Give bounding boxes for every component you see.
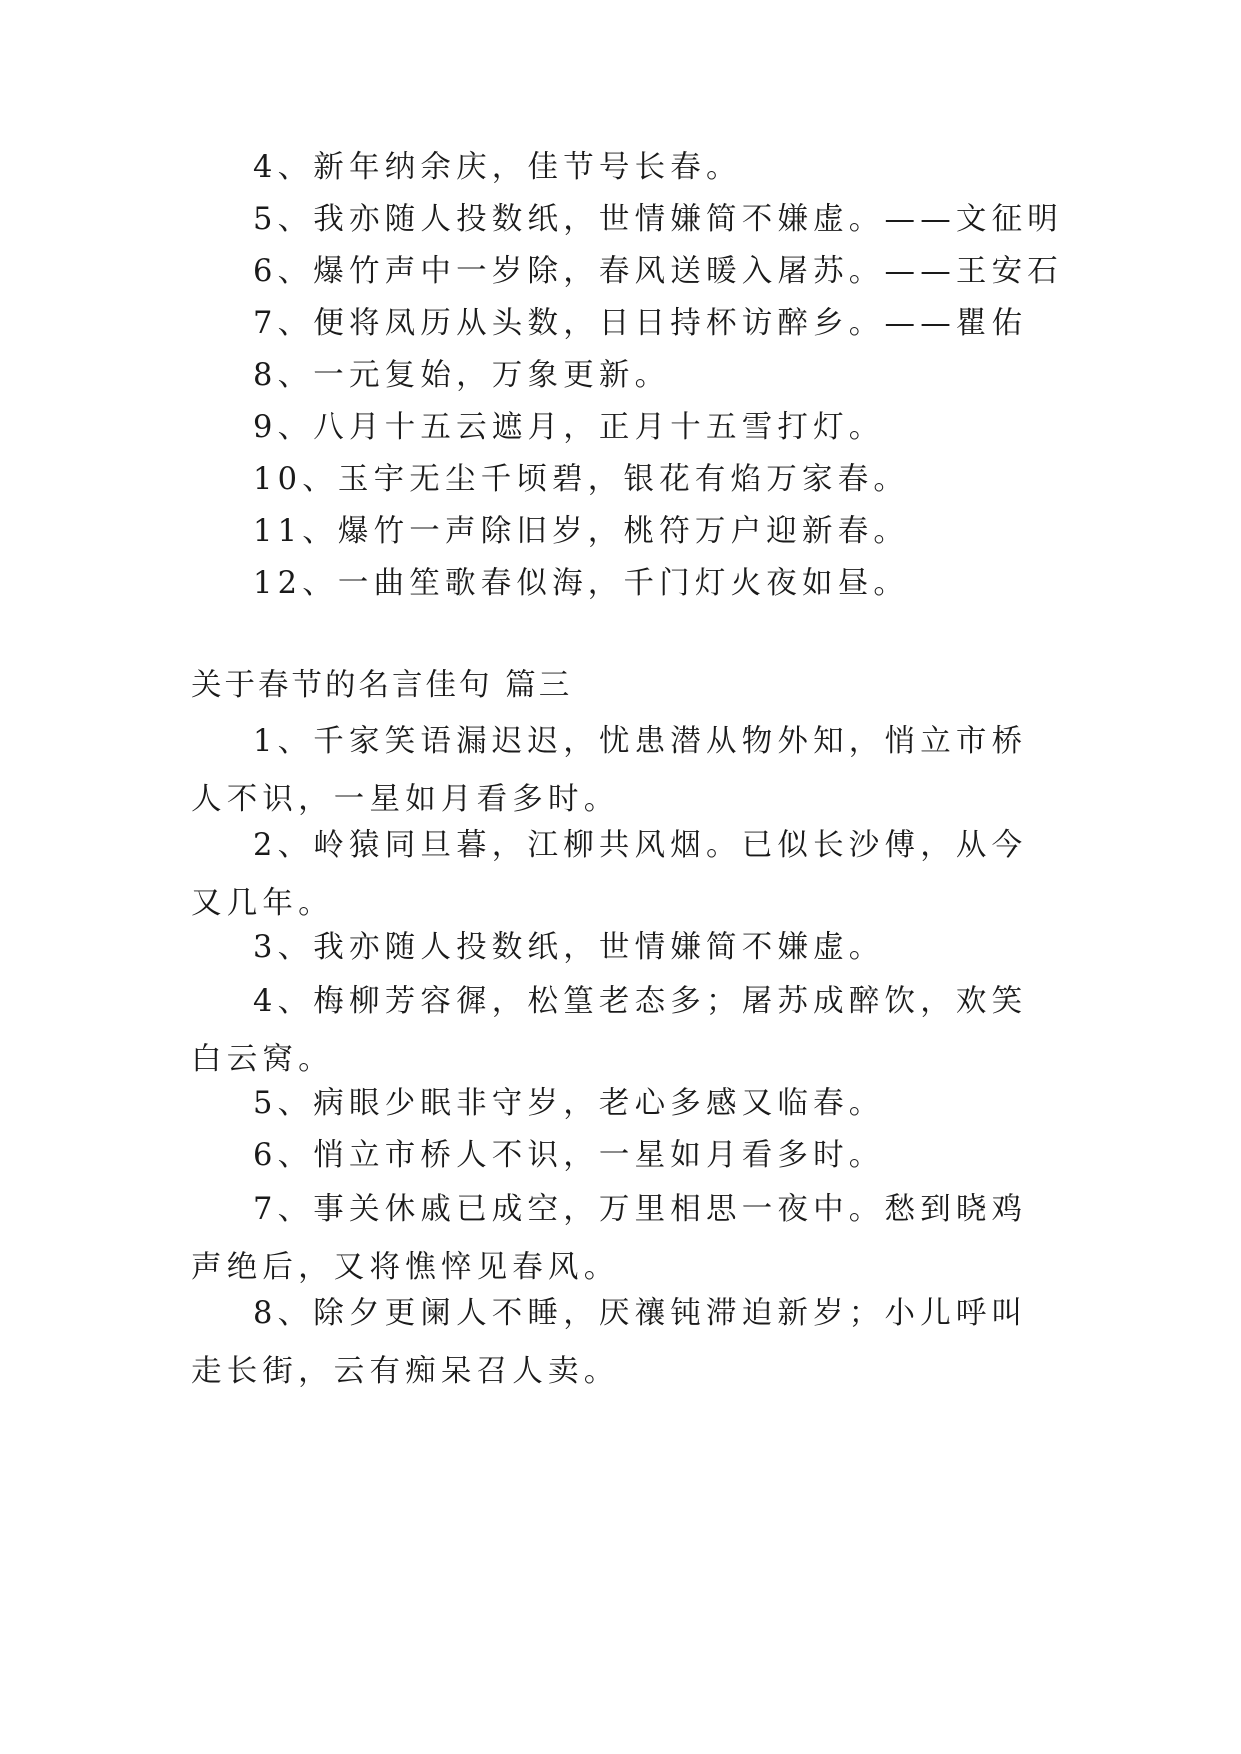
quote-paragraph-6: 6、悄立市桥人不识，一星如月看多时。 <box>253 1138 885 1173</box>
quote-line-12: 12、一曲笙歌春似海，千门灯火夜如昼。 <box>253 566 910 601</box>
quote-line-11: 11、爆竹一声除旧岁，桃符万户迎新春。 <box>253 514 910 549</box>
quote-paragraph-7: 7、事关休戚已成空，万里相思一夜中。愁到晓鸡声绝后，又将憔悴见春风。 <box>191 1192 1028 1285</box>
quote-line-7: 7、便将凤历从头数，日日持杯访醉乡。——瞿佑 <box>253 306 1028 341</box>
quote-paragraph-5: 5、病眼少眠非守岁，老心多感又临春。 <box>253 1086 885 1121</box>
quote-line-6: 6、爆竹声中一岁除，春风送暖入屠苏。——王安石 <box>253 254 1064 289</box>
quote-line-4: 4、新年纳余庆，佳节号长春。 <box>253 150 742 185</box>
quote-line-5: 5、我亦随人投数纸，世情嫌简不嫌虚。——文征明 <box>253 202 1064 237</box>
quote-paragraph-1: 1、千家笑语漏迟迟，忧患潜从物外知，悄立市桥人不识，一星如月看多时。 <box>191 724 1028 817</box>
quote-paragraph-8: 8、除夕更阑人不睡，厌禳钝滞迫新岁；小儿呼叫走长街，云有痴呆召人卖。 <box>191 1296 1028 1389</box>
section-heading: 关于春节的名言佳句 篇三 <box>191 668 573 703</box>
quote-paragraph-4: 4、梅柳芳容徲，松篁老态多；屠苏成醉饮，欢笑白云窝。 <box>191 984 1028 1077</box>
quote-line-9: 9、八月十五云遮月，正月十五雪打灯。 <box>253 410 885 445</box>
document-page <box>191 0 1064 1754</box>
quote-line-8: 8、一元复始，万象更新。 <box>253 358 671 393</box>
quote-line-10: 10、玉宇无尘千顷碧，银花有焰万家春。 <box>253 462 910 497</box>
quote-paragraph-3: 3、我亦随人投数纸，世情嫌简不嫌虚。 <box>253 930 885 965</box>
quote-paragraph-2: 2、岭猿同旦暮，江柳共风烟。已似长沙傅，从今又几年。 <box>191 828 1028 921</box>
